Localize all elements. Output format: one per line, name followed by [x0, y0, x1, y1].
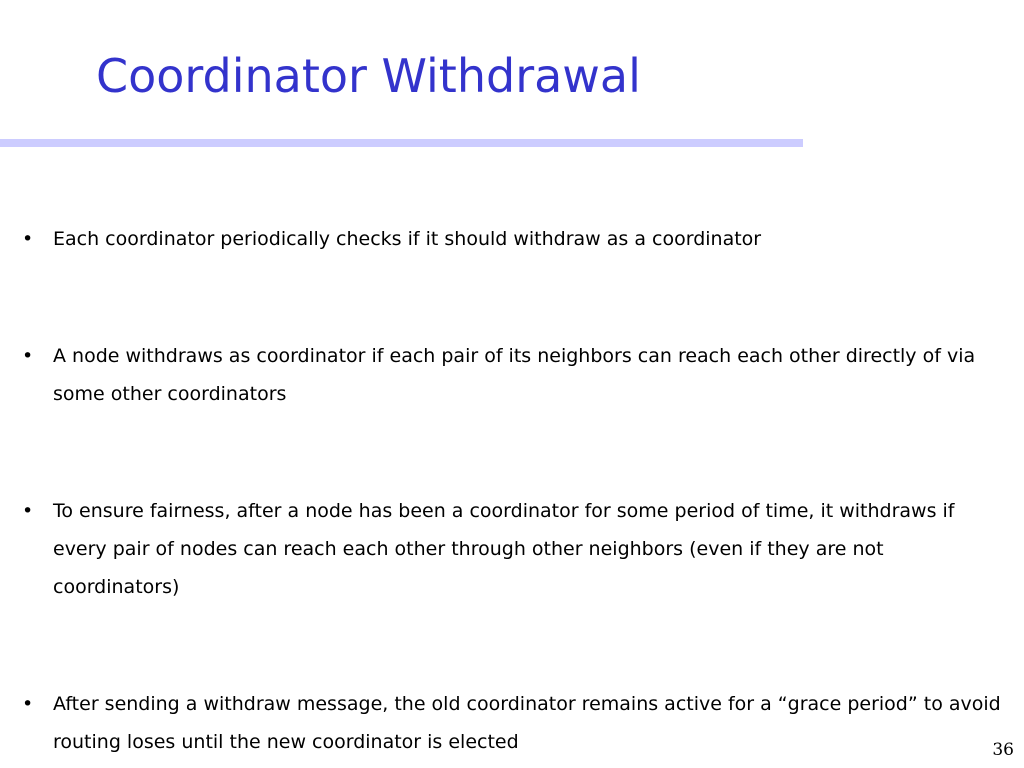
bullet-marker: •: [22, 345, 34, 367]
title-underline-bar: [0, 139, 803, 147]
bullet-marker: •: [22, 228, 34, 250]
bullet-marker: •: [22, 500, 34, 522]
slide-number: 36: [992, 740, 1014, 760]
bullet-text: After sending a withdraw message, the old coordinator remains active for a “grace period” to avoid routing loses until the new coordinator is elected: [53, 693, 1001, 753]
bullet-marker: •: [22, 693, 34, 715]
bullet-text: Each coordinator periodically checks if it should withdraw as a coordinator: [53, 228, 762, 250]
bullet-text: A node withdraws as coordinator if each pair of its neighbors can reach each other directly of via some other coordinators: [53, 345, 976, 405]
slide-title: Coordinator Withdrawal: [96, 49, 641, 103]
bullet-text: To ensure fairness, after a node has been a coordinator for some period of time, it withdraws if every pair of nodes can reach each other through other neighbors (even if they are not coordinators): [53, 500, 955, 598]
